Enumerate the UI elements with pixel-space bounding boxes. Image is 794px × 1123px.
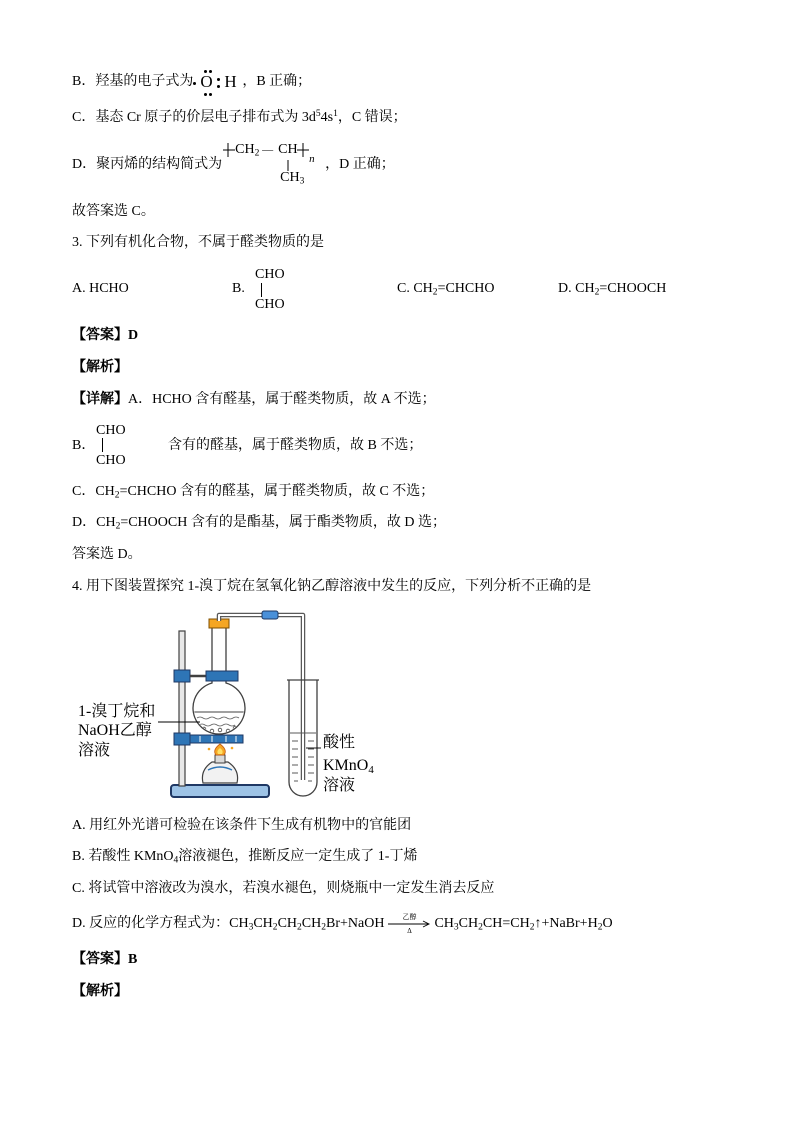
q4-analysis-heading: 【解析】 [72, 984, 128, 999]
q3-answer: 【答案】D [72, 328, 139, 343]
text-run: =CHOOCH 含有的是酯基，属于酯类物质，故 D 选； [120, 515, 446, 530]
subscript: 2 [114, 490, 120, 501]
superscript: 1 [333, 108, 338, 119]
q3-detail-b-top-cho: CHO [96, 423, 126, 438]
q3-detail-a [72, 390, 436, 410]
q4-option-d [72, 914, 613, 934]
equation-reactants [229, 916, 384, 931]
q2-option-b [72, 72, 311, 92]
text-run: D．CH [72, 515, 116, 530]
q4-option-a: A. 用红外光谱可检验在该条件下生成有机物中的官能团 [72, 818, 412, 833]
subscript: 3 [299, 176, 305, 187]
text-run: ，C 错误； [337, 110, 407, 125]
q4-option-c: C. 将试管中溶液改为溴水，若溴水褪色，则烧瓶中一定发生消去反应 [72, 881, 495, 896]
electron-dot [204, 93, 207, 96]
subscript: 2 [272, 922, 278, 933]
text-run: C．基态 Cr 原子的价层电子排布式为 3d [72, 110, 316, 125]
superscript: 5 [315, 108, 321, 119]
tube-label-line-3: 溶液 [323, 777, 356, 794]
text-run: CH=CH [482, 916, 530, 931]
hydrogen-atom: H [224, 72, 237, 91]
polymer-repeat-n: n [309, 153, 315, 165]
q2-option-d-label: D．聚丙烯的结构简式为 [72, 157, 223, 172]
subscript: 2 [597, 922, 603, 933]
lower-clamp-boss [174, 733, 190, 745]
subscript: 3 [453, 922, 459, 933]
electron-dot [209, 93, 212, 96]
stand-rod [179, 631, 185, 786]
q3-detail-b-label: B． [72, 438, 96, 453]
hydroxyl-electron-dot-formula [193, 72, 242, 92]
hose-clip [262, 611, 278, 619]
q3-option-a: A. HCHO [72, 281, 129, 296]
q3-detail-a-text: A．HCHO 含有醛基，属于醛类物质，故 A 不选； [128, 392, 436, 407]
upper-clamp-jaw [206, 671, 238, 681]
electron-dot [193, 82, 196, 85]
q2-option-d [72, 142, 395, 187]
text-run: CH [253, 916, 273, 931]
polymer-unit-ch2 [235, 140, 259, 160]
text-run: 溶液褪色，推断反应一定生成了 1-丁烯 [178, 849, 418, 864]
text-run: CH [280, 170, 300, 185]
text-run: CH [434, 916, 454, 931]
subscript: 2 [529, 922, 535, 933]
q3-option-b-bottom-cho: CHO [255, 297, 285, 312]
text-run: 4s [320, 110, 334, 125]
subscript: 4 [173, 855, 179, 866]
stand-base [171, 785, 269, 797]
q3-analysis-heading: 【解析】 [72, 360, 128, 375]
subscript: 2 [297, 922, 302, 933]
polymer-unit-ch: CH [278, 142, 298, 157]
q3-option-b-label: B. [232, 281, 245, 296]
q2-option-b-tail: ，B 正确； [242, 74, 312, 89]
q2-conclusion: 故答案选 C。 [72, 204, 155, 219]
text-run: CH [301, 916, 322, 931]
flask-label-line-3: 溶液 [78, 742, 111, 759]
polymer-branch-ch3 [280, 168, 304, 188]
text-run: CH [277, 916, 298, 931]
text-run: B. 若酸性 KMnO [72, 849, 174, 864]
text-run: CH [235, 142, 255, 157]
subscript: 3 [248, 922, 254, 933]
subscript: 2 [432, 287, 438, 298]
reaction-arrow [387, 914, 431, 934]
oxygen-atom: O [200, 72, 213, 91]
q4-option-d-label: D. 反应的化学方程式为： [72, 916, 230, 931]
text-run: =CHCHO 含有的醛基，属于醛类物质，故 C 不选； [119, 484, 435, 499]
q3-detail-c [72, 482, 434, 502]
reaction-condition-heat: Δ [407, 927, 412, 935]
text-run: ↑+NaBr+H [534, 916, 598, 931]
subscript: 4 [368, 764, 374, 777]
subscript: 2 [478, 922, 483, 933]
q3-option-d [558, 279, 666, 299]
q3-detail-tag: 【详解】 [72, 392, 128, 407]
subscript: 2 [254, 148, 260, 159]
subscript: 2 [594, 287, 600, 298]
q3-detail-d [72, 513, 446, 533]
equation-products [434, 916, 612, 931]
q4-answer: 【答案】B [72, 952, 138, 967]
q3-detail-b-bottom-cho: CHO [96, 453, 126, 468]
text-run: C. CH [397, 281, 433, 296]
electron-dot [217, 85, 220, 88]
q3-detail-b-text: 含有的醛基，属于醛类物质，故 B 不选； [168, 438, 423, 453]
reaction-condition-solvent: 乙醇 [402, 913, 417, 921]
text-run: CH [458, 916, 479, 931]
flask-label-line-1: 1-溴丁烷和 [78, 703, 156, 720]
tube-label-line-2 [323, 756, 374, 776]
q3-conclusion: 答案选 D。 [72, 547, 142, 562]
q3-stem: 3. 下列有机化合物，不属于醛类物质的是 [72, 235, 324, 250]
flask-label-line-2: NaOH乙醇 [78, 722, 152, 739]
text-run: Br+NaOH [326, 916, 385, 931]
electron-dot [217, 78, 220, 81]
polymer-bond: — [262, 144, 274, 156]
q3-option-c [397, 279, 494, 299]
alcohol-lamp [202, 755, 237, 783]
text-run: =CHCHO [437, 281, 495, 296]
text-run: KMnO [323, 757, 369, 774]
q4-stem: 4. 用下图装置探究 1-溴丁烷在氢氧化钠乙醇溶液中发生的反应，下列分析不正确的是 [72, 579, 592, 594]
q2-option-d-tail: ，D 正确； [325, 157, 395, 172]
tube-label-line-1: 酸性 [323, 734, 356, 751]
q4-option-b [72, 847, 417, 867]
upper-clamp-boss [174, 670, 190, 682]
q3-option-b-top-cho: CHO [255, 267, 285, 282]
q2-option-c [72, 108, 407, 128]
text-run: CH [229, 916, 249, 931]
text-run: O [602, 916, 613, 931]
wire-gauze-ring [190, 735, 243, 743]
subscript: 2 [115, 521, 121, 532]
subscript: 2 [321, 922, 326, 933]
text-run: =CHOOCH [599, 281, 667, 296]
q2-option-b-label: B．羟基的电子式为 [72, 74, 194, 89]
polypropylene-structure [222, 142, 325, 187]
q3-detail-b-bond [102, 438, 103, 452]
text-run: C．CH [72, 484, 115, 499]
text-run: D. CH [558, 281, 595, 296]
